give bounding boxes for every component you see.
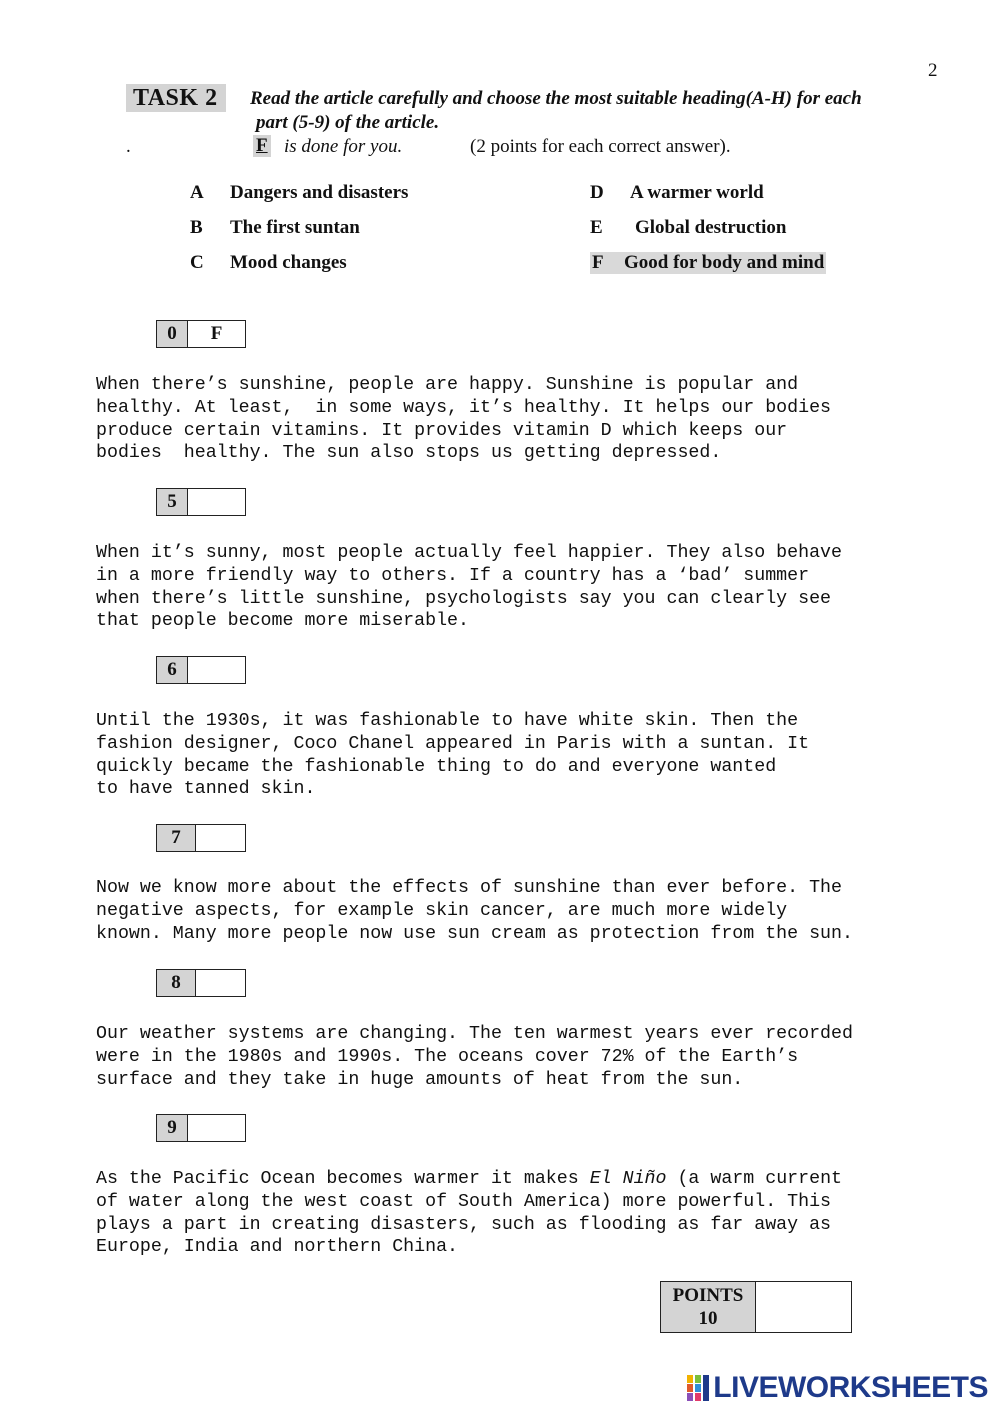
example-letter: F <box>253 135 271 157</box>
brand-text: LIVEWORKSHEETS <box>713 1371 988 1404</box>
heading-text: Mood changes <box>230 252 347 273</box>
heading-text: Dangers and disasters <box>230 182 409 203</box>
part-number: 5 <box>157 489 188 515</box>
paragraph-0: When there’s sunshine, people are happy. Sunshine is popular and healthy. At least, in some ways, it’s healthy. It helps our bodies produce certain vitamins. It provides vitamin D which keeps our bodies healthy. The sun also stops us getting depressed. <box>96 375 832 464</box>
points-label-line2: 10 <box>698 1308 718 1329</box>
heading-letter: B <box>190 217 203 238</box>
answer-field[interactable] <box>188 489 245 515</box>
paragraph-8: Our weather systems are changing. The ten warmest years ever recorded were in the 1980s and 1990s. The oceans cover 72% of the Earth’s surface and they take in huge amounts of heat from the sun. <box>96 1024 853 1090</box>
heading-letter: E <box>590 217 603 238</box>
answer-field[interactable] <box>188 657 245 683</box>
liveworksheets-logo-icon <box>687 1375 709 1401</box>
points-note: (2 points for each correct answer). <box>470 136 731 157</box>
heading-text: A warmer world <box>630 182 764 203</box>
heading-b <box>190 217 360 239</box>
paragraph-text: As the Pacific Ocean becomes warmer it makes <box>96 1169 590 1189</box>
example-text: is done for you. <box>284 136 403 157</box>
answer-field[interactable] <box>196 970 245 996</box>
liveworksheets-brand <box>687 1371 988 1405</box>
heading-a <box>190 182 408 204</box>
answer-box-8 <box>156 969 246 997</box>
answer-box-0 <box>156 320 246 348</box>
instruction-line-1: Read the article carefully and choose the most suitable heading(A-H) for each <box>250 88 862 109</box>
answer-field[interactable] <box>196 825 245 851</box>
heading-letter: C <box>190 252 204 273</box>
answer-field: F <box>188 321 245 347</box>
points-box <box>660 1281 852 1333</box>
heading-d <box>590 182 764 204</box>
heading-letter: A <box>190 182 204 203</box>
bullet-dot: . <box>126 136 131 157</box>
points-label <box>661 1282 756 1332</box>
part-number: 6 <box>157 657 188 683</box>
paragraph-text: (a warm current of water along the west coast of South America) more powerful. This plays a part in creating disasters, such as flooding as far away as Europe, India and northern China. <box>96 1169 843 1258</box>
part-number: 7 <box>157 825 196 851</box>
part-number: 0 <box>157 321 188 347</box>
answer-box-6 <box>156 656 246 684</box>
answer-box-9 <box>156 1114 246 1142</box>
answer-box-7 <box>156 824 246 852</box>
heading-text: Good for body and mind <box>624 252 825 273</box>
heading-f <box>590 252 826 274</box>
task-badge: TASK 2 <box>126 84 226 112</box>
paragraph-6: Until the 1930s, it was fashionable to have white skin. Then the fashion designer, Coco Chanel appeared in Paris with a suntan. It quickly became the fashionable thing to do and everyone wanted to have tanned skin. <box>96 711 810 800</box>
heading-letter: F <box>592 252 604 273</box>
heading-letter: D <box>590 182 604 203</box>
answer-field[interactable] <box>188 1115 245 1141</box>
heading-c <box>190 252 347 274</box>
paragraph-7: Now we know more about the effects of sunshine than ever before. The negative aspects, for example skin cancer, are much more widely known. Many more people now use sun cream as protection from the sun. <box>96 878 853 944</box>
heading-e <box>590 217 786 239</box>
heading-text: The first suntan <box>230 217 360 238</box>
part-number: 8 <box>157 970 196 996</box>
page-number: 2 <box>928 60 938 81</box>
points-value <box>756 1282 851 1332</box>
paragraph-9 <box>96 1168 956 1259</box>
heading-text: Global destruction <box>635 217 787 238</box>
paragraph-5: When it’s sunny, most people actually feel happier. They also behave in a more friendly way to others. If a country has a ‘bad’ summer when there’s little sunshine, psychologists say you can clearly see that people become more miserable. <box>96 543 842 632</box>
answer-box-5 <box>156 488 246 516</box>
points-label-line1: POINTS <box>672 1285 744 1306</box>
paragraph-italic-term: El Niño <box>589 1169 667 1189</box>
part-number: 9 <box>157 1115 188 1141</box>
instruction-line-2: part (5-9) of the article. <box>256 112 440 133</box>
